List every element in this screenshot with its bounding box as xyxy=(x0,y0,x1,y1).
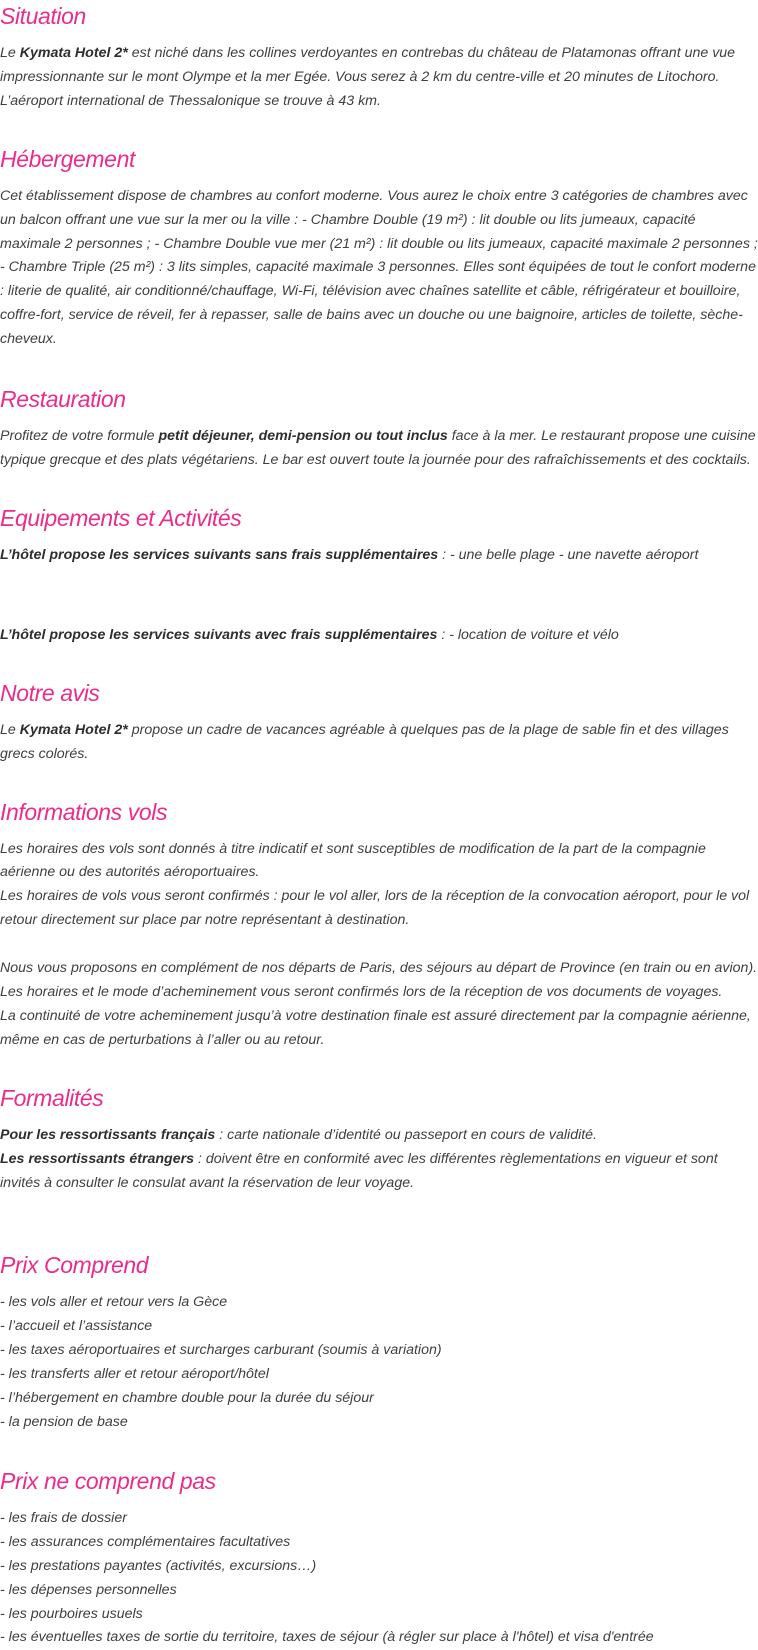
hotel-description-page xyxy=(0,2,758,1646)
section-title-prix-non-comprend: Prix ne comprend pas xyxy=(0,1467,216,1494)
prix-non-comprend-list xyxy=(0,1507,758,1650)
section-prix-comprend xyxy=(0,1251,758,1434)
formalites-et-text: : doivent être en conformité avec les différentes règlementations en vigueur et sont invités à consulter le consulat avant la réservation de leur voyage. xyxy=(0,1150,718,1191)
section-avis xyxy=(0,679,758,767)
section-title-avis: Notre avis xyxy=(0,679,100,706)
formalites-text xyxy=(0,1124,758,1196)
list-item: - les frais de dossier xyxy=(0,1509,127,1526)
section-title-situation: Situation xyxy=(0,3,86,29)
formalites-etranger xyxy=(0,1148,758,1196)
restauration-text-pre: Profitez de votre formule xyxy=(0,428,159,445)
vols-line-4: Les horaires et le mode d’acheminement vous seront confirmés lors de la réception de vos documents de voyages. xyxy=(0,984,723,1001)
section-vols xyxy=(0,798,758,1053)
hotel-name: Kymata Hotel 2* xyxy=(19,45,128,61)
section-equipements xyxy=(0,504,758,648)
situation-text-post: est niché dans les collines verdoyantes en contrebas du château de Platamonas offrant une vue impressionnante sur le mont Olympe et la mer Egée. Vous serez à 2 km du centre-ville et 20 minutes de Litochoro. L’aéroport international de Thessalonique se trouve à 43 km. xyxy=(0,45,736,109)
list-item: - les pourboires usuels xyxy=(0,1605,143,1622)
list-item: - l’accueil et l’assistance xyxy=(0,1318,153,1335)
section-situation xyxy=(0,2,758,114)
vols-line-5: La continuité de votre acheminement jusqu’à votre destination finale est assuré directement par la compagnie aérienne, même en cas de perturbations à l’aller ou au retour. xyxy=(0,1007,751,1048)
list-item: - la pension de base xyxy=(0,1414,128,1430)
formalites-fr-text: : carte nationale d’identité ou passeport en cours de validité. xyxy=(215,1126,598,1143)
formalites-fr xyxy=(0,1124,758,1148)
vols-line-2: Les horaires de vols vous seront confirmés : pour le vol aller, lors de la réception de la convocation aéroport, pour le vol retour directement sur place par notre représentant à destination. xyxy=(0,888,750,929)
prix-comprend-list xyxy=(0,1291,758,1434)
section-title-formalites: Formalités xyxy=(0,1084,104,1111)
vols-line-3: Nous vous proposons en complément de nos départs de Paris, des séjours au départ de Province (en train ou en avion). xyxy=(0,960,758,977)
hebergement-text: Cet établissement dispose de chambres au confort moderne. Vous aurez le choix entre 3 catégories de chambres avec un balcon offrant une vue sur la mer ou la ville : - Chambre Double (19 m²) : lit double ou lits jumeaux, capacité maximale 2 personnes ; - Chambre Double vue mer (21 m²) : lit double ou lits jumeaux, capacité maximale 2 personnes ; - Chambre Triple (25 m²) : 3 lits simples, capacité maximale 3 personnes. Elles sont équipées de tout le confort moderne : literie de qualité, air conditionné/chauffage, Wi-Fi, télévision avec chaînes satellite et câble, réfrigérateur et bouilloire, coffre-fort, service de réveil, fer à repasser, salle de bains avec un douche ou une baignoire, articles de toilette, sèche-cheveux. xyxy=(0,187,758,348)
section-restauration xyxy=(0,385,758,473)
section-title-hebergement: Hébergement xyxy=(0,145,135,172)
situation-text xyxy=(0,42,758,114)
list-item: - les vols aller et retour vers la Gèce xyxy=(0,1294,228,1311)
situation-text-pre: Le xyxy=(0,45,20,61)
avis-text-post: propose un cadre de vacances agréable à quelques pas de la plage de sable fin et des villages grecs colorés. xyxy=(0,721,729,762)
vols-line-1: Les horaires des vols sont donnés à titre indicatif et sont susceptibles de modification de la part de la compagnie aérienne ou des autorités aéroportuaires. xyxy=(0,840,706,881)
restauration-text xyxy=(0,425,758,473)
section-title-equipements: Equipements et Activités xyxy=(0,504,242,531)
section-title-restauration: Restauration xyxy=(0,386,126,413)
section-title-prix-comprend: Prix Comprend xyxy=(0,1252,149,1279)
equipements-free-text xyxy=(0,544,758,568)
section-prix-non-comprend xyxy=(0,1467,758,1650)
list-item: - les prestations payantes (activités, excursions…) xyxy=(0,1557,317,1574)
restauration-formula: petit déjeuner, demi-pension ou tout inclus xyxy=(158,428,448,445)
restauration-text-post: face à la mer. Le restaurant propose une cuisine typique grecque et des plats végétariens. Le bar est ouvert toute la journée pour des rafraîchissements et des cocktails. xyxy=(0,428,756,468)
vols-text-1 xyxy=(0,838,758,934)
section-hebergement xyxy=(0,145,758,352)
formalites-fr-label: Pour les ressortissants français xyxy=(0,1126,216,1143)
equipements-paid-list: : - location de voiture et vélo xyxy=(437,626,619,643)
list-item: - les dépenses personnelles xyxy=(0,1581,177,1598)
section-title-vols: Informations vols xyxy=(0,798,168,825)
formalites-et-label: Les ressortissants étrangers xyxy=(0,1150,194,1167)
vols-text-2 xyxy=(0,957,758,1053)
section-formalites xyxy=(0,1084,758,1196)
list-item: - les éventuelles taxes de sortie du territoire, taxes de séjour (à régler sur place à l'hôtel) et visa d'entrée xyxy=(0,1629,654,1646)
equipements-free-list: : - une belle plage - une navette aéroport xyxy=(438,546,699,563)
equipements-free-label: L’hôtel propose les services suivants sans frais supplémentaires xyxy=(0,546,439,563)
equipements-paid-text xyxy=(0,624,758,648)
equipements-paid-label: L’hôtel propose les services suivants avec frais supplémentaires xyxy=(0,626,438,643)
list-item: - les taxes aéroportuaires et surcharges carburant (soumis à variation) xyxy=(0,1342,442,1359)
list-item: - les transferts aller et retour aéroport/hôtel xyxy=(0,1366,269,1383)
list-item: - l’hébergement en chambre double pour la durée du séjour xyxy=(0,1390,374,1407)
avis-text xyxy=(0,719,758,767)
avis-text-pre: Le xyxy=(0,721,20,738)
list-item: - les assurances complémentaires facultatives xyxy=(0,1533,291,1550)
avis-hotel-name: Kymata Hotel 2* xyxy=(19,721,128,738)
